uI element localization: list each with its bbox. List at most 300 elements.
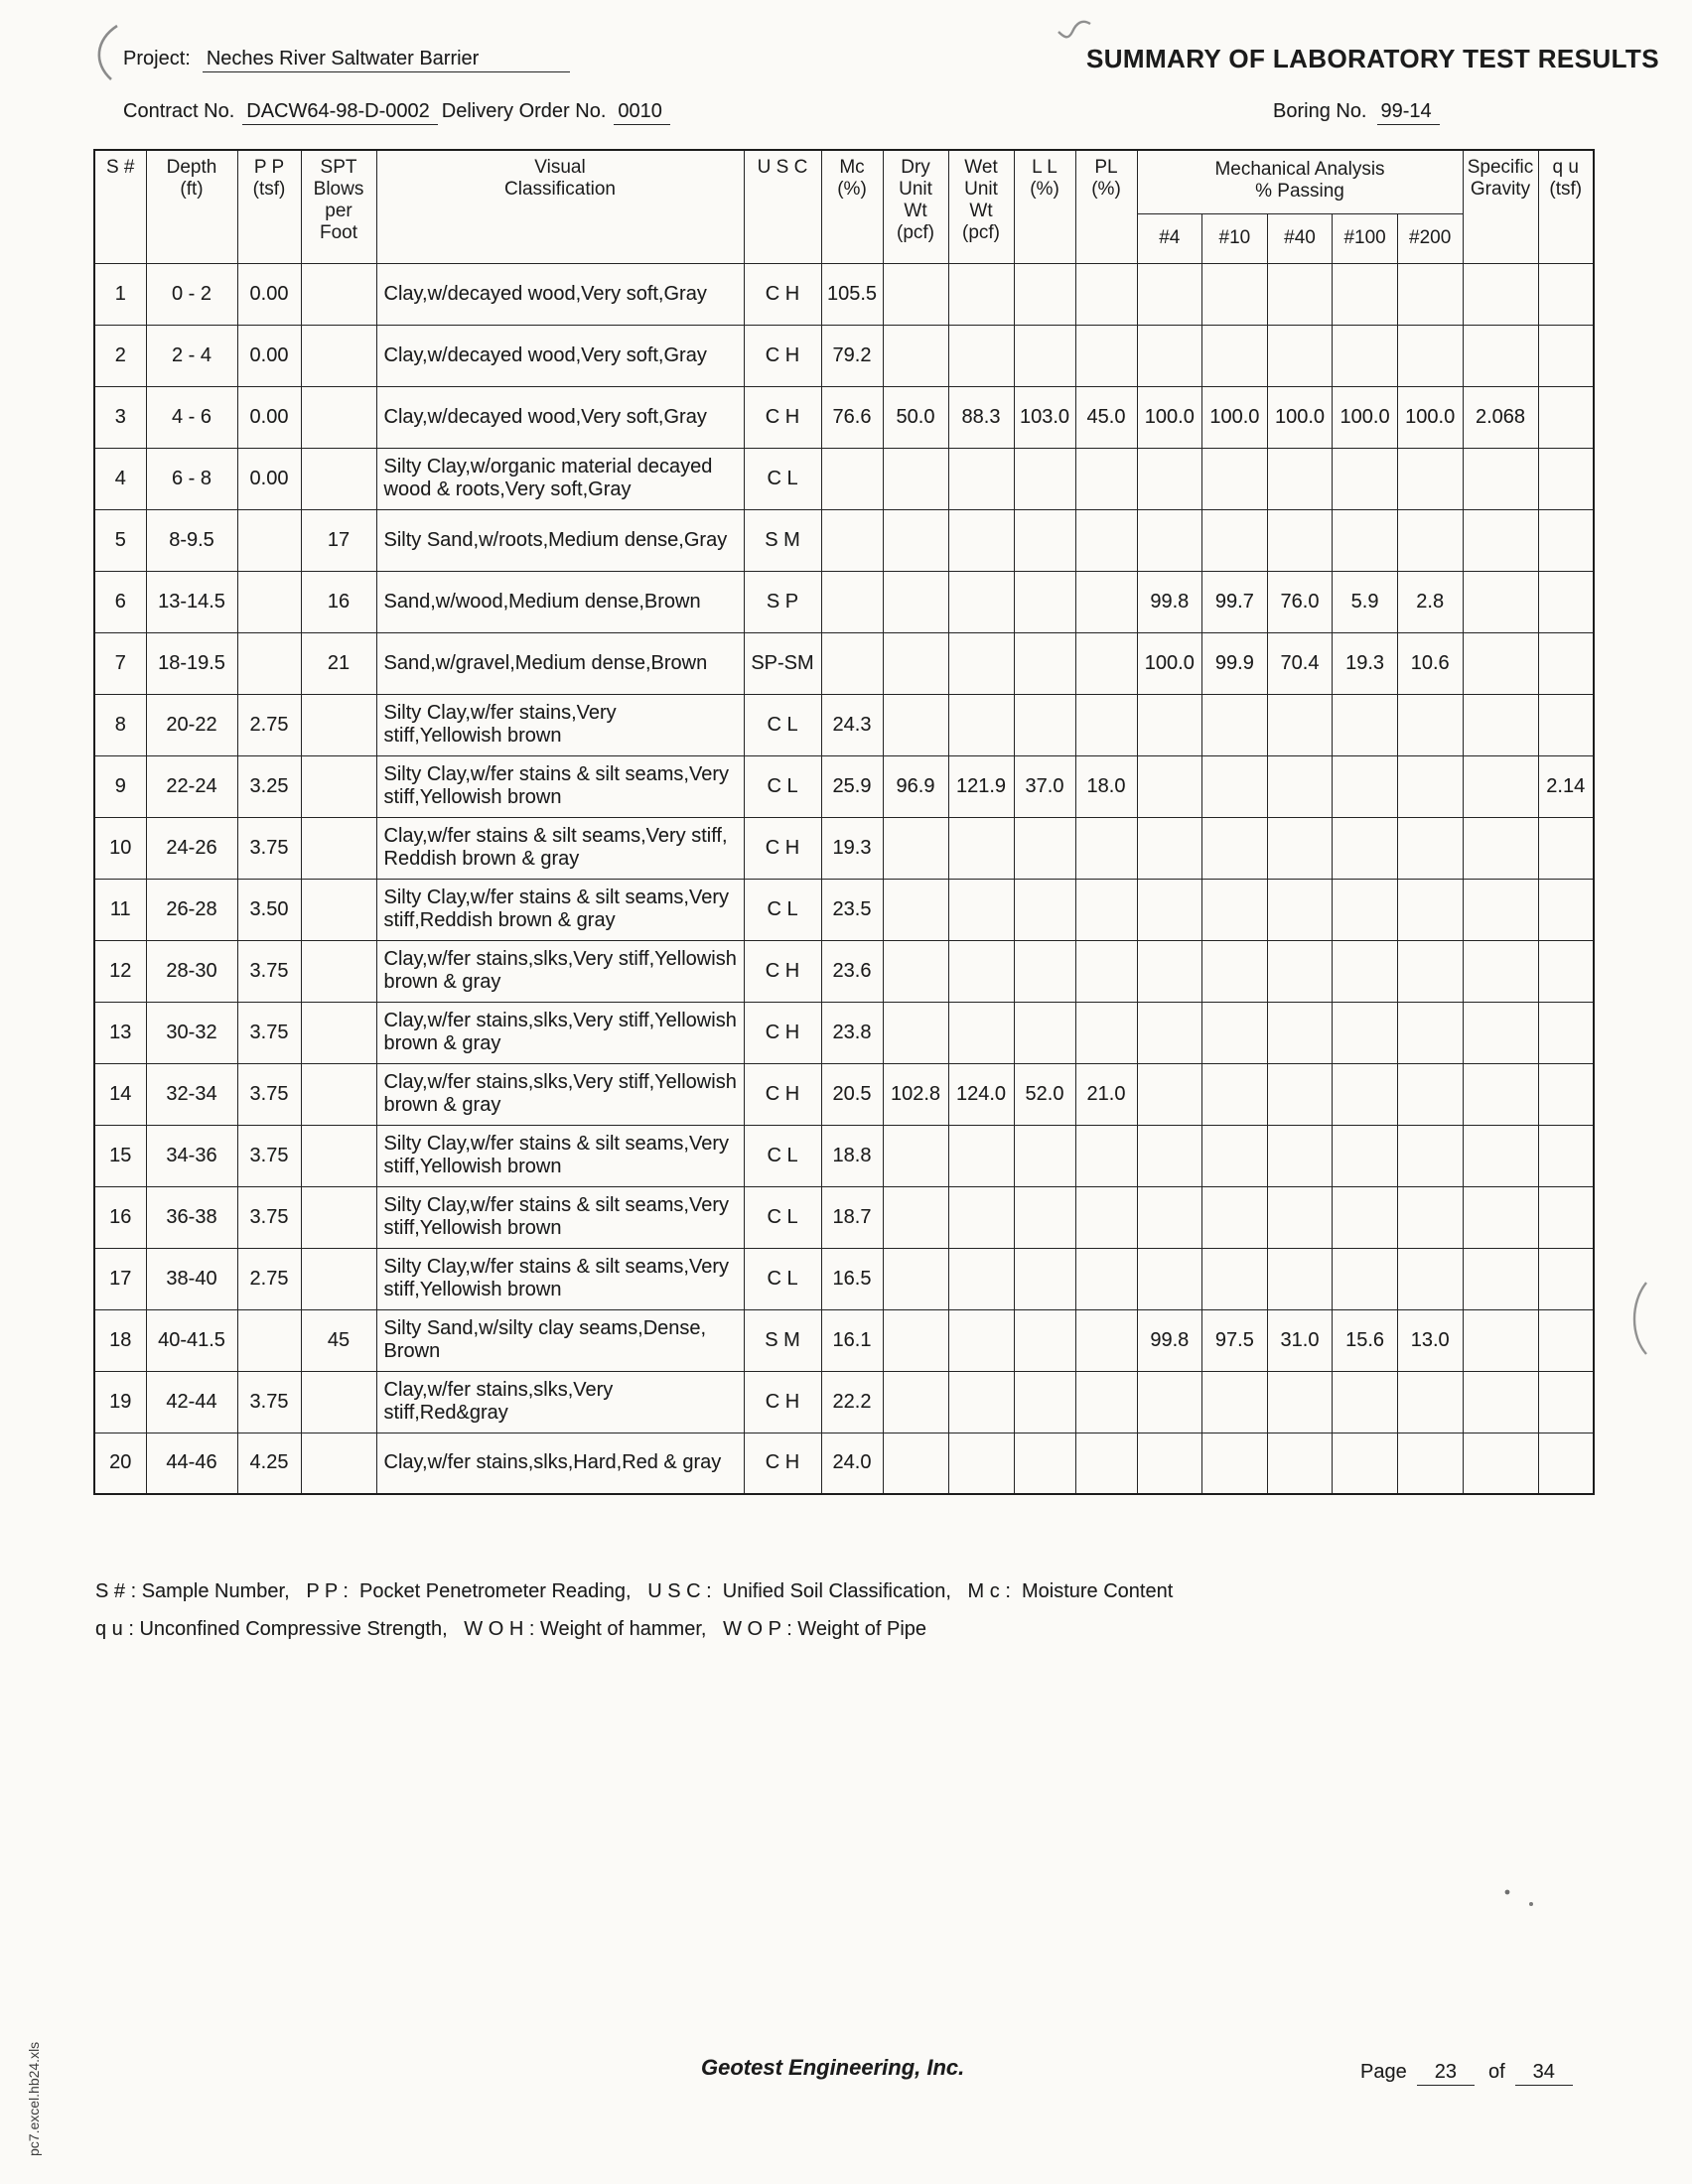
cell-s100 (1333, 509, 1398, 571)
cell-spt (301, 1371, 376, 1433)
cell-mc: 23.5 (821, 879, 883, 940)
page-number: 23 (1417, 2061, 1475, 2086)
cell-s200 (1397, 879, 1463, 940)
cell-spt (301, 1125, 376, 1186)
cell-wet (948, 632, 1014, 694)
sample-row-9 (94, 755, 1594, 817)
cell-dry (883, 1002, 948, 1063)
cell-sg (1463, 1063, 1538, 1125)
cell-qu (1538, 571, 1594, 632)
cell-s40 (1267, 879, 1333, 940)
cell-wet (948, 817, 1014, 879)
cell-mc (821, 509, 883, 571)
cell-dry (883, 694, 948, 755)
cell-qu (1538, 325, 1594, 386)
contract-value: DACW64-98-D-0002 (242, 100, 438, 125)
cell-s40: 70.4 (1267, 632, 1333, 694)
cell-spt (301, 386, 376, 448)
cell-sg (1463, 509, 1538, 571)
cell-s10 (1202, 1371, 1268, 1433)
cell-depth: 22-24 (146, 755, 237, 817)
cell-s200 (1397, 1433, 1463, 1494)
cell-mc: 20.5 (821, 1063, 883, 1125)
cell-s10 (1202, 1186, 1268, 1248)
report-title: SUMMARY OF LABORATORY TEST RESULTS (1086, 44, 1659, 73)
contract-line (123, 100, 670, 123)
sample-row-3 (94, 386, 1594, 448)
cell-spt (301, 694, 376, 755)
cell-s: 19 (94, 1371, 146, 1433)
cell-pl (1075, 879, 1137, 940)
cell-spt (301, 1063, 376, 1125)
cell-s10 (1202, 1433, 1268, 1494)
cell-pl (1075, 263, 1137, 325)
cell-visual: Sand,w/wood,Medium dense,Brown (376, 571, 744, 632)
cell-spt: 21 (301, 632, 376, 694)
cell-s10 (1202, 694, 1268, 755)
cell-visual: Silty Clay,w/fer stains,Very stiff,Yellowish brown (376, 694, 744, 755)
col-header-pl: PL (%) (1075, 150, 1137, 263)
cell-s100 (1333, 755, 1398, 817)
cell-dry (883, 448, 948, 509)
cell-ll (1014, 1309, 1075, 1371)
cell-depth: 2 - 4 (146, 325, 237, 386)
cell-s: 17 (94, 1248, 146, 1309)
cell-ll (1014, 1125, 1075, 1186)
col-header-usc: U S C (744, 150, 821, 263)
cell-qu (1538, 1371, 1594, 1433)
cell-depth: 24-26 (146, 817, 237, 879)
cell-s4: 99.8 (1137, 1309, 1202, 1371)
cell-mc: 16.1 (821, 1309, 883, 1371)
cell-s40 (1267, 325, 1333, 386)
cell-sg (1463, 1248, 1538, 1309)
cell-pl: 45.0 (1075, 386, 1137, 448)
cell-usc: S M (744, 1309, 821, 1371)
cell-spt (301, 1433, 376, 1494)
cell-s100 (1333, 940, 1398, 1002)
cell-pl (1075, 509, 1137, 571)
cell-visual: Silty Clay,w/fer stains & silt seams,Very stiff,Yellowish brown (376, 1186, 744, 1248)
cell-usc: C H (744, 325, 821, 386)
cell-s200: 13.0 (1397, 1309, 1463, 1371)
cell-dry (883, 632, 948, 694)
cell-qu (1538, 1309, 1594, 1371)
cell-s10 (1202, 448, 1268, 509)
col-header-s10: #10 (1202, 213, 1268, 263)
cell-s4 (1137, 1248, 1202, 1309)
cell-s100 (1333, 325, 1398, 386)
cell-s4 (1137, 1186, 1202, 1248)
cell-wet (948, 1371, 1014, 1433)
cell-s10 (1202, 1125, 1268, 1186)
col-header-wet: Wet Unit Wt (pcf) (948, 150, 1014, 263)
cell-s: 10 (94, 817, 146, 879)
cell-s10 (1202, 1002, 1268, 1063)
cell-qu: 2.14 (1538, 755, 1594, 817)
cell-s: 1 (94, 263, 146, 325)
sample-row-17 (94, 1248, 1594, 1309)
cell-visual: Clay,w/fer stains,slks,Very stiff,Yellowish brown & gray (376, 940, 744, 1002)
cell-pp (237, 571, 301, 632)
cell-s: 9 (94, 755, 146, 817)
delivery-order-value: 0010 (614, 100, 670, 125)
cell-wet (948, 1002, 1014, 1063)
cell-visual: Clay,w/decayed wood,Very soft,Gray (376, 263, 744, 325)
col-header-visual: Visual Classification (376, 150, 744, 263)
cell-depth: 38-40 (146, 1248, 237, 1309)
col-header-qu: q u (tsf) (1538, 150, 1594, 263)
cell-s10 (1202, 1248, 1268, 1309)
cell-s4 (1137, 1371, 1202, 1433)
cell-depth: 8-9.5 (146, 509, 237, 571)
cell-depth: 32-34 (146, 1063, 237, 1125)
cell-s200 (1397, 448, 1463, 509)
cell-wet (948, 263, 1014, 325)
cell-depth: 40-41.5 (146, 1309, 237, 1371)
cell-mc: 23.8 (821, 1002, 883, 1063)
cell-ll (1014, 571, 1075, 632)
cell-ll (1014, 325, 1075, 386)
cell-mc: 76.6 (821, 386, 883, 448)
cell-s40 (1267, 448, 1333, 509)
cell-sg (1463, 1309, 1538, 1371)
cell-s: 12 (94, 940, 146, 1002)
cell-wet (948, 448, 1014, 509)
cell-s10: 99.7 (1202, 571, 1268, 632)
cell-wet (948, 1125, 1014, 1186)
sample-row-13 (94, 1002, 1594, 1063)
cell-ll (1014, 1186, 1075, 1248)
cell-dry (883, 1125, 948, 1186)
cell-pp: 3.25 (237, 755, 301, 817)
cell-qu (1538, 1186, 1594, 1248)
cell-spt (301, 1002, 376, 1063)
cell-sg: 2.068 (1463, 386, 1538, 448)
cell-sg (1463, 1433, 1538, 1494)
cell-s40 (1267, 1371, 1333, 1433)
sample-row-7 (94, 632, 1594, 694)
col-header-spt: SPT Blows per Foot (301, 150, 376, 263)
cell-dry (883, 940, 948, 1002)
cell-visual: Clay,w/fer stains & silt seams,Very stiff, Reddish brown & gray (376, 817, 744, 879)
cell-pl (1075, 1309, 1137, 1371)
cell-s: 20 (94, 1433, 146, 1494)
cell-s200 (1397, 509, 1463, 571)
of-label: of (1487, 2061, 1505, 2083)
cell-qu (1538, 386, 1594, 448)
col-header-s: S # (94, 150, 146, 263)
cell-s: 3 (94, 386, 146, 448)
cell-pl (1075, 448, 1137, 509)
cell-s100 (1333, 1125, 1398, 1186)
cell-depth: 30-32 (146, 1002, 237, 1063)
scan-mark-paren-right (1624, 1277, 1654, 1360)
sample-row-4 (94, 448, 1594, 509)
sample-row-12 (94, 940, 1594, 1002)
cell-s4 (1137, 817, 1202, 879)
cell-usc: C H (744, 263, 821, 325)
cell-wet (948, 1186, 1014, 1248)
col-header-s100: #100 (1333, 213, 1398, 263)
cell-wet (948, 325, 1014, 386)
cell-s: 8 (94, 694, 146, 755)
col-header-s40: #40 (1267, 213, 1333, 263)
cell-dry (883, 1371, 948, 1433)
footnotes (95, 1572, 1173, 1648)
cell-s4 (1137, 940, 1202, 1002)
cell-s: 2 (94, 325, 146, 386)
cell-depth: 20-22 (146, 694, 237, 755)
cell-usc: C L (744, 1125, 821, 1186)
cell-s10 (1202, 509, 1268, 571)
cell-usc: C L (744, 755, 821, 817)
cell-wet (948, 940, 1014, 1002)
cell-s4 (1137, 263, 1202, 325)
cell-spt (301, 755, 376, 817)
cell-ll: 52.0 (1014, 1063, 1075, 1125)
cell-s200 (1397, 1125, 1463, 1186)
cell-visual: Silty Clay,w/fer stains & silt seams,Very stiff,Yellowish brown (376, 755, 744, 817)
cell-ll (1014, 1433, 1075, 1494)
lab-results-table (93, 149, 1595, 1495)
cell-s100 (1333, 879, 1398, 940)
cell-s200 (1397, 1063, 1463, 1125)
scan-mark-tick (1055, 12, 1094, 46)
cell-dry (883, 325, 948, 386)
cell-pp: 0.00 (237, 325, 301, 386)
cell-s40 (1267, 1063, 1333, 1125)
cell-s4 (1137, 1063, 1202, 1125)
cell-s40 (1267, 263, 1333, 325)
cell-qu (1538, 1002, 1594, 1063)
cell-qu (1538, 1063, 1594, 1125)
cell-sg (1463, 879, 1538, 940)
cell-s10 (1202, 755, 1268, 817)
project-line (123, 48, 570, 70)
cell-s4 (1137, 448, 1202, 509)
cell-s: 13 (94, 1002, 146, 1063)
cell-usc: C H (744, 940, 821, 1002)
cell-dry (883, 1248, 948, 1309)
cell-ll (1014, 694, 1075, 755)
cell-ll (1014, 879, 1075, 940)
cell-qu (1538, 632, 1594, 694)
cell-sg (1463, 263, 1538, 325)
cell-pp: 3.75 (237, 1063, 301, 1125)
sample-row-16 (94, 1186, 1594, 1248)
cell-s200 (1397, 1002, 1463, 1063)
cell-sg (1463, 1371, 1538, 1433)
cell-sg (1463, 817, 1538, 879)
cell-s: 4 (94, 448, 146, 509)
cell-usc: C L (744, 879, 821, 940)
cell-wet (948, 879, 1014, 940)
cell-usc: S M (744, 509, 821, 571)
col-header-sg: Specific Gravity (1463, 150, 1538, 263)
cell-s100 (1333, 1248, 1398, 1309)
table-header (94, 150, 1594, 263)
cell-depth: 13-14.5 (146, 571, 237, 632)
cell-pl: 21.0 (1075, 1063, 1137, 1125)
cell-dry (883, 509, 948, 571)
cell-mc: 16.5 (821, 1248, 883, 1309)
cell-s40 (1267, 755, 1333, 817)
sample-row-14 (94, 1063, 1594, 1125)
cell-sg (1463, 1002, 1538, 1063)
cell-visual: Silty Clay,w/fer stains & silt seams,Very stiff,Yellowish brown (376, 1248, 744, 1309)
cell-ll (1014, 509, 1075, 571)
cell-s100: 5.9 (1333, 571, 1398, 632)
cell-s4 (1137, 325, 1202, 386)
cell-ll (1014, 1371, 1075, 1433)
cell-s40 (1267, 1186, 1333, 1248)
cell-s: 16 (94, 1186, 146, 1248)
sample-row-19 (94, 1371, 1594, 1433)
cell-pl (1075, 940, 1137, 1002)
cell-pl: 18.0 (1075, 755, 1137, 817)
cell-mc: 79.2 (821, 325, 883, 386)
cell-spt (301, 879, 376, 940)
cell-qu (1538, 1125, 1594, 1186)
cell-pl (1075, 325, 1137, 386)
cell-usc: C L (744, 694, 821, 755)
cell-usc: C H (744, 386, 821, 448)
cell-s4 (1137, 755, 1202, 817)
project-label: Project: (123, 48, 191, 69)
sample-row-5 (94, 509, 1594, 571)
boring-line (1273, 100, 1440, 123)
cell-mc: 18.7 (821, 1186, 883, 1248)
cell-s40: 76.0 (1267, 571, 1333, 632)
cell-depth: 44-46 (146, 1433, 237, 1494)
cell-visual: Clay,w/decayed wood,Very soft,Gray (376, 386, 744, 448)
boring-value: 99-14 (1377, 100, 1440, 125)
cell-dry (883, 263, 948, 325)
cell-mc (821, 448, 883, 509)
cell-sg (1463, 632, 1538, 694)
cell-s10 (1202, 263, 1268, 325)
footnote-line-2: q u : Unconfined Compressive Strength, W O H : Weight of hammer, W O P : Weight of Pipe (95, 1618, 927, 1640)
sample-row-18 (94, 1309, 1594, 1371)
cell-depth: 28-30 (146, 940, 237, 1002)
cell-qu (1538, 694, 1594, 755)
cell-wet: 88.3 (948, 386, 1014, 448)
cell-pl (1075, 1248, 1137, 1309)
cell-mc (821, 571, 883, 632)
cell-pp: 3.75 (237, 1002, 301, 1063)
cell-s100 (1333, 1063, 1398, 1125)
cell-depth: 6 - 8 (146, 448, 237, 509)
cell-spt: 45 (301, 1309, 376, 1371)
cell-s200 (1397, 817, 1463, 879)
cell-spt (301, 263, 376, 325)
cell-pl (1075, 1371, 1137, 1433)
cell-dry (883, 817, 948, 879)
page-number-line (1360, 2061, 1583, 2084)
cell-dry (883, 879, 948, 940)
cell-s100: 100.0 (1333, 386, 1398, 448)
cell-s100 (1333, 694, 1398, 755)
cell-s100 (1333, 1186, 1398, 1248)
cell-wet (948, 571, 1014, 632)
cell-sg (1463, 325, 1538, 386)
cell-sg (1463, 694, 1538, 755)
cell-visual: Clay,w/fer stains,slks,Very stiff,Red&gray (376, 1371, 744, 1433)
cell-s: 5 (94, 509, 146, 571)
cell-qu (1538, 509, 1594, 571)
cell-dry: 102.8 (883, 1063, 948, 1125)
cell-s100 (1333, 1002, 1398, 1063)
cell-s: 15 (94, 1125, 146, 1186)
cell-spt (301, 1186, 376, 1248)
cell-pl (1075, 817, 1137, 879)
cell-s: 7 (94, 632, 146, 694)
cell-pp: 3.75 (237, 1125, 301, 1186)
cell-s10 (1202, 1063, 1268, 1125)
cell-ll: 37.0 (1014, 755, 1075, 817)
cell-usc: C H (744, 1433, 821, 1494)
cell-mc: 24.0 (821, 1433, 883, 1494)
cell-pp: 0.00 (237, 263, 301, 325)
cell-dry (883, 1309, 948, 1371)
cell-s200 (1397, 694, 1463, 755)
cell-s200 (1397, 1248, 1463, 1309)
cell-spt (301, 448, 376, 509)
cell-s40: 100.0 (1267, 386, 1333, 448)
cell-wet (948, 1248, 1014, 1309)
cell-pl (1075, 1125, 1137, 1186)
cell-qu (1538, 1433, 1594, 1494)
sample-row-6 (94, 571, 1594, 632)
cell-dry (883, 1186, 948, 1248)
cell-s4 (1137, 1433, 1202, 1494)
col-header-dry: Dry Unit Wt (pcf) (883, 150, 948, 263)
cell-depth: 18-19.5 (146, 632, 237, 694)
sample-row-20 (94, 1433, 1594, 1494)
page-total: 34 (1515, 2061, 1573, 2086)
cell-wet (948, 694, 1014, 755)
cell-pp: 0.00 (237, 448, 301, 509)
cell-s4 (1137, 1002, 1202, 1063)
cell-s4: 100.0 (1137, 386, 1202, 448)
cell-s100 (1333, 448, 1398, 509)
cell-s4 (1137, 1125, 1202, 1186)
sample-row-2 (94, 325, 1594, 386)
cell-mc: 19.3 (821, 817, 883, 879)
cell-s100: 15.6 (1333, 1309, 1398, 1371)
cell-s200 (1397, 263, 1463, 325)
cell-usc: S P (744, 571, 821, 632)
cell-ll (1014, 940, 1075, 1002)
cell-s100 (1333, 263, 1398, 325)
col-header-pp: P P (tsf) (237, 150, 301, 263)
cell-qu (1538, 263, 1594, 325)
cell-pl (1075, 694, 1137, 755)
cell-pl (1075, 1186, 1137, 1248)
cell-pp: 3.75 (237, 1371, 301, 1433)
cell-qu (1538, 817, 1594, 879)
cell-s40 (1267, 1433, 1333, 1494)
cell-ll (1014, 817, 1075, 879)
sample-row-15 (94, 1125, 1594, 1186)
cell-pl (1075, 1002, 1137, 1063)
cell-s40 (1267, 694, 1333, 755)
cell-wet (948, 1433, 1014, 1494)
cell-mc: 105.5 (821, 263, 883, 325)
sample-row-8 (94, 694, 1594, 755)
cell-s200 (1397, 940, 1463, 1002)
